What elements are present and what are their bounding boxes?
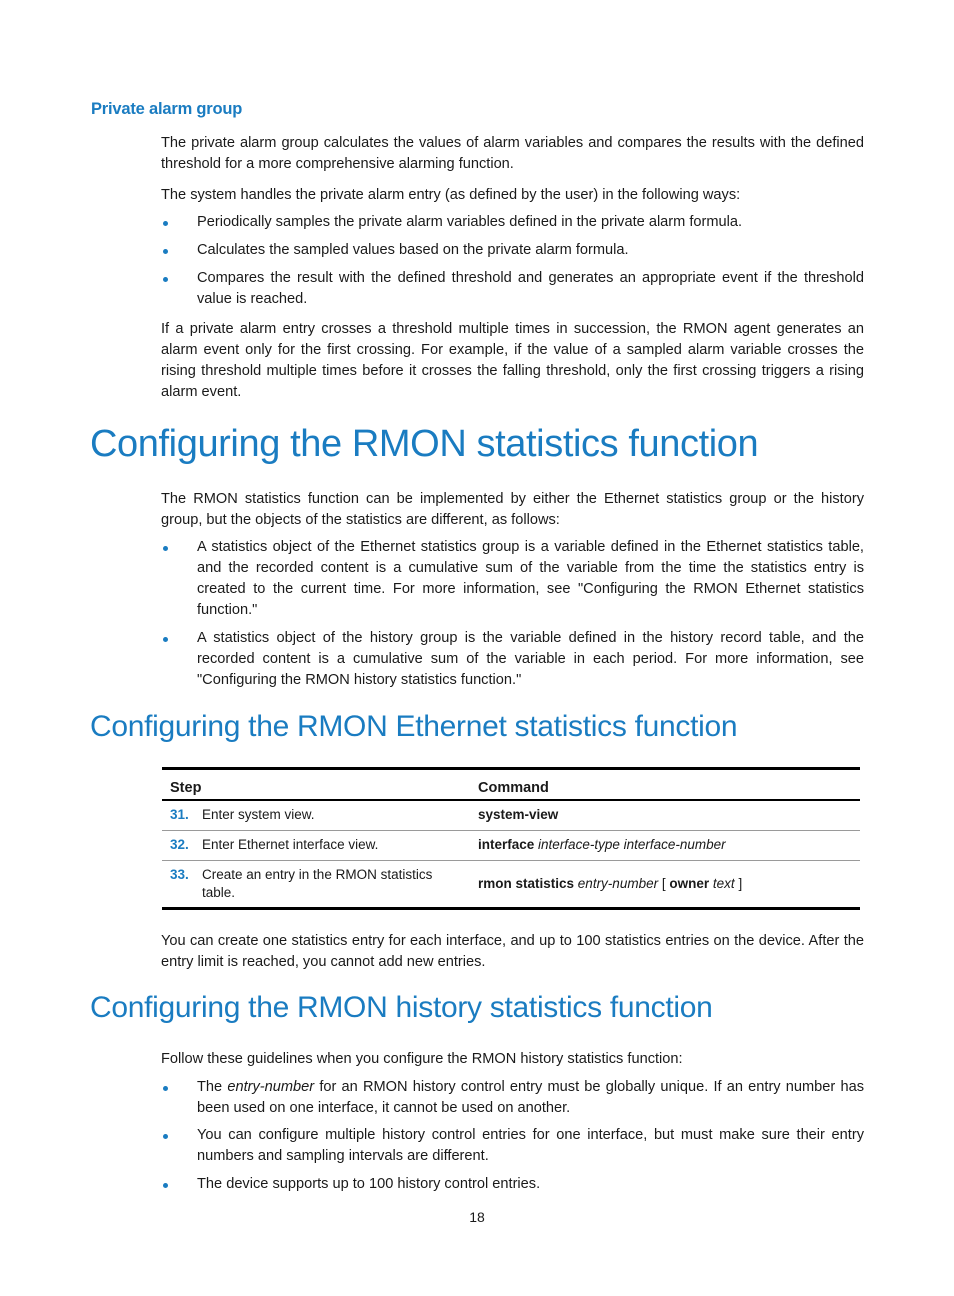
bullet-icon (163, 1183, 168, 1188)
list-item-text: Calculates the sampled values based on the private alarm formula. (197, 242, 629, 258)
step-cell (162, 800, 470, 830)
command-keyword: rmon statistics (478, 875, 575, 891)
list-item (161, 240, 864, 261)
bullet-icon (163, 249, 168, 254)
paragraph-threshold-crossing: If a private alarm entry crosses a threshold multiple times in succession, the RMON agent generates an alarm event only for the first crossing. For example, if the value of a sampled alarm variable crosses the rising threshold multiple times before it crosses the falling threshold, only the first crossing triggers a rising alarm event. (161, 321, 864, 400)
list-item-text: A statistics object of the Ethernet statistics group is a variable defined in the Ethernet statistics table, and the recorded content is a cumulative sum of the variable from the time the statistics entry is created to the current time. For more information, see "Configuring the RMON Ethernet statistics function." (197, 539, 864, 618)
heading-rmon-history-statistics: Configuring the RMON history statistics function (90, 991, 713, 1024)
list-item-argument: entry-number (227, 1079, 315, 1095)
column-header-command: Command (470, 769, 860, 801)
step-number: 33. (170, 866, 189, 882)
list-item-text-suffix: for an RMON history control entry must be globally unique. If an entry number has been used on one interface, it cannot be used on another. (197, 1079, 864, 1116)
bullet-icon (163, 1134, 168, 1139)
list-item (161, 1174, 864, 1195)
list-item (161, 1077, 864, 1119)
list-item-text: Periodically samples the private alarm variables defined in the private alarm formula. (197, 214, 743, 230)
list-item (161, 268, 864, 310)
step-number: 31. (170, 807, 189, 823)
command-keyword: interface (478, 837, 535, 852)
paragraph-private-alarm-handling: The system handles the private alarm entry (as defined by the user) in the following ways: (161, 187, 741, 203)
optional-open-bracket: [ (661, 875, 666, 891)
private-alarm-bullet-list (161, 212, 864, 310)
bullet-icon (163, 637, 168, 642)
command-cell (470, 860, 860, 908)
bullet-icon (163, 1086, 168, 1091)
command-argument: interface-type interface-number (538, 837, 726, 852)
paragraph-entry-limit: You can create one statistics entry for each interface, and up to 100 statistics entries on the device. After the entry limit is reached, you cannot add new entries. (161, 933, 864, 970)
list-item-text: The device supports up to 100 history control entries. (197, 1176, 541, 1192)
step-number: 32. (170, 837, 189, 852)
list-item (161, 1125, 864, 1167)
page-number: 18 (469, 1209, 485, 1225)
bullet-icon (163, 546, 168, 551)
table-header-row (162, 769, 860, 801)
command-cell (470, 800, 860, 830)
table-row (162, 860, 860, 908)
step-cell (162, 860, 470, 908)
command-argument: text (712, 875, 735, 891)
list-item-text: You can configure multiple history control entries for one interface, but must make sure their entry numbers and sampling intervals are different. (197, 1127, 864, 1164)
bullet-icon (163, 221, 168, 226)
paragraph-history-guidelines: Follow these guidelines when you configure the RMON history statistics function: (161, 1051, 683, 1067)
history-bullet-list (161, 1077, 864, 1195)
command-table (162, 767, 860, 910)
step-cell (162, 830, 470, 860)
heading-private-alarm-group: Private alarm group (91, 100, 243, 118)
step-description: Enter system view. (202, 807, 315, 823)
paragraph-private-alarm-intro: The private alarm group calculates the values of alarm variables and compares the results with the defined threshold for a more comprehensive alarming function. (161, 135, 864, 172)
optional-close-bracket: ] (738, 875, 743, 891)
command-argument: entry-number (577, 875, 659, 891)
table-row (162, 830, 860, 860)
paragraph-statistics-intro: The RMON statistics function can be implemented by either the Ethernet statistics group or the history group, but the objects of the statistics are different, as follows: (161, 491, 864, 528)
bullet-icon (163, 277, 168, 282)
table-row (162, 800, 860, 830)
column-header-step: Step (162, 769, 470, 801)
list-item (161, 537, 864, 621)
command-keyword: owner (669, 875, 710, 891)
heading-rmon-ethernet-statistics: Configuring the RMON Ethernet statistics function (90, 710, 738, 743)
command-cell (470, 830, 860, 860)
list-item (161, 212, 864, 233)
command-keyword: system-view (478, 807, 559, 823)
list-item-text-prefix: The (197, 1079, 223, 1095)
list-item-text: A statistics object of the history group is the variable defined in the history record table, and the recorded content is a cumulative sum of the variable in each period. For more information, see "Configuring the RMON history statistics function." (197, 630, 864, 688)
list-item (161, 628, 864, 691)
step-description: Enter Ethernet interface view. (202, 837, 379, 852)
step-description: Create an entry in the RMON statistics table. (202, 866, 433, 900)
list-item-text: Compares the result with the defined threshold and generates an appropriate event if the threshold value is reached. (197, 270, 864, 307)
statistics-bullet-list (161, 537, 864, 691)
heading-rmon-statistics: Configuring the RMON statistics function (90, 423, 759, 465)
